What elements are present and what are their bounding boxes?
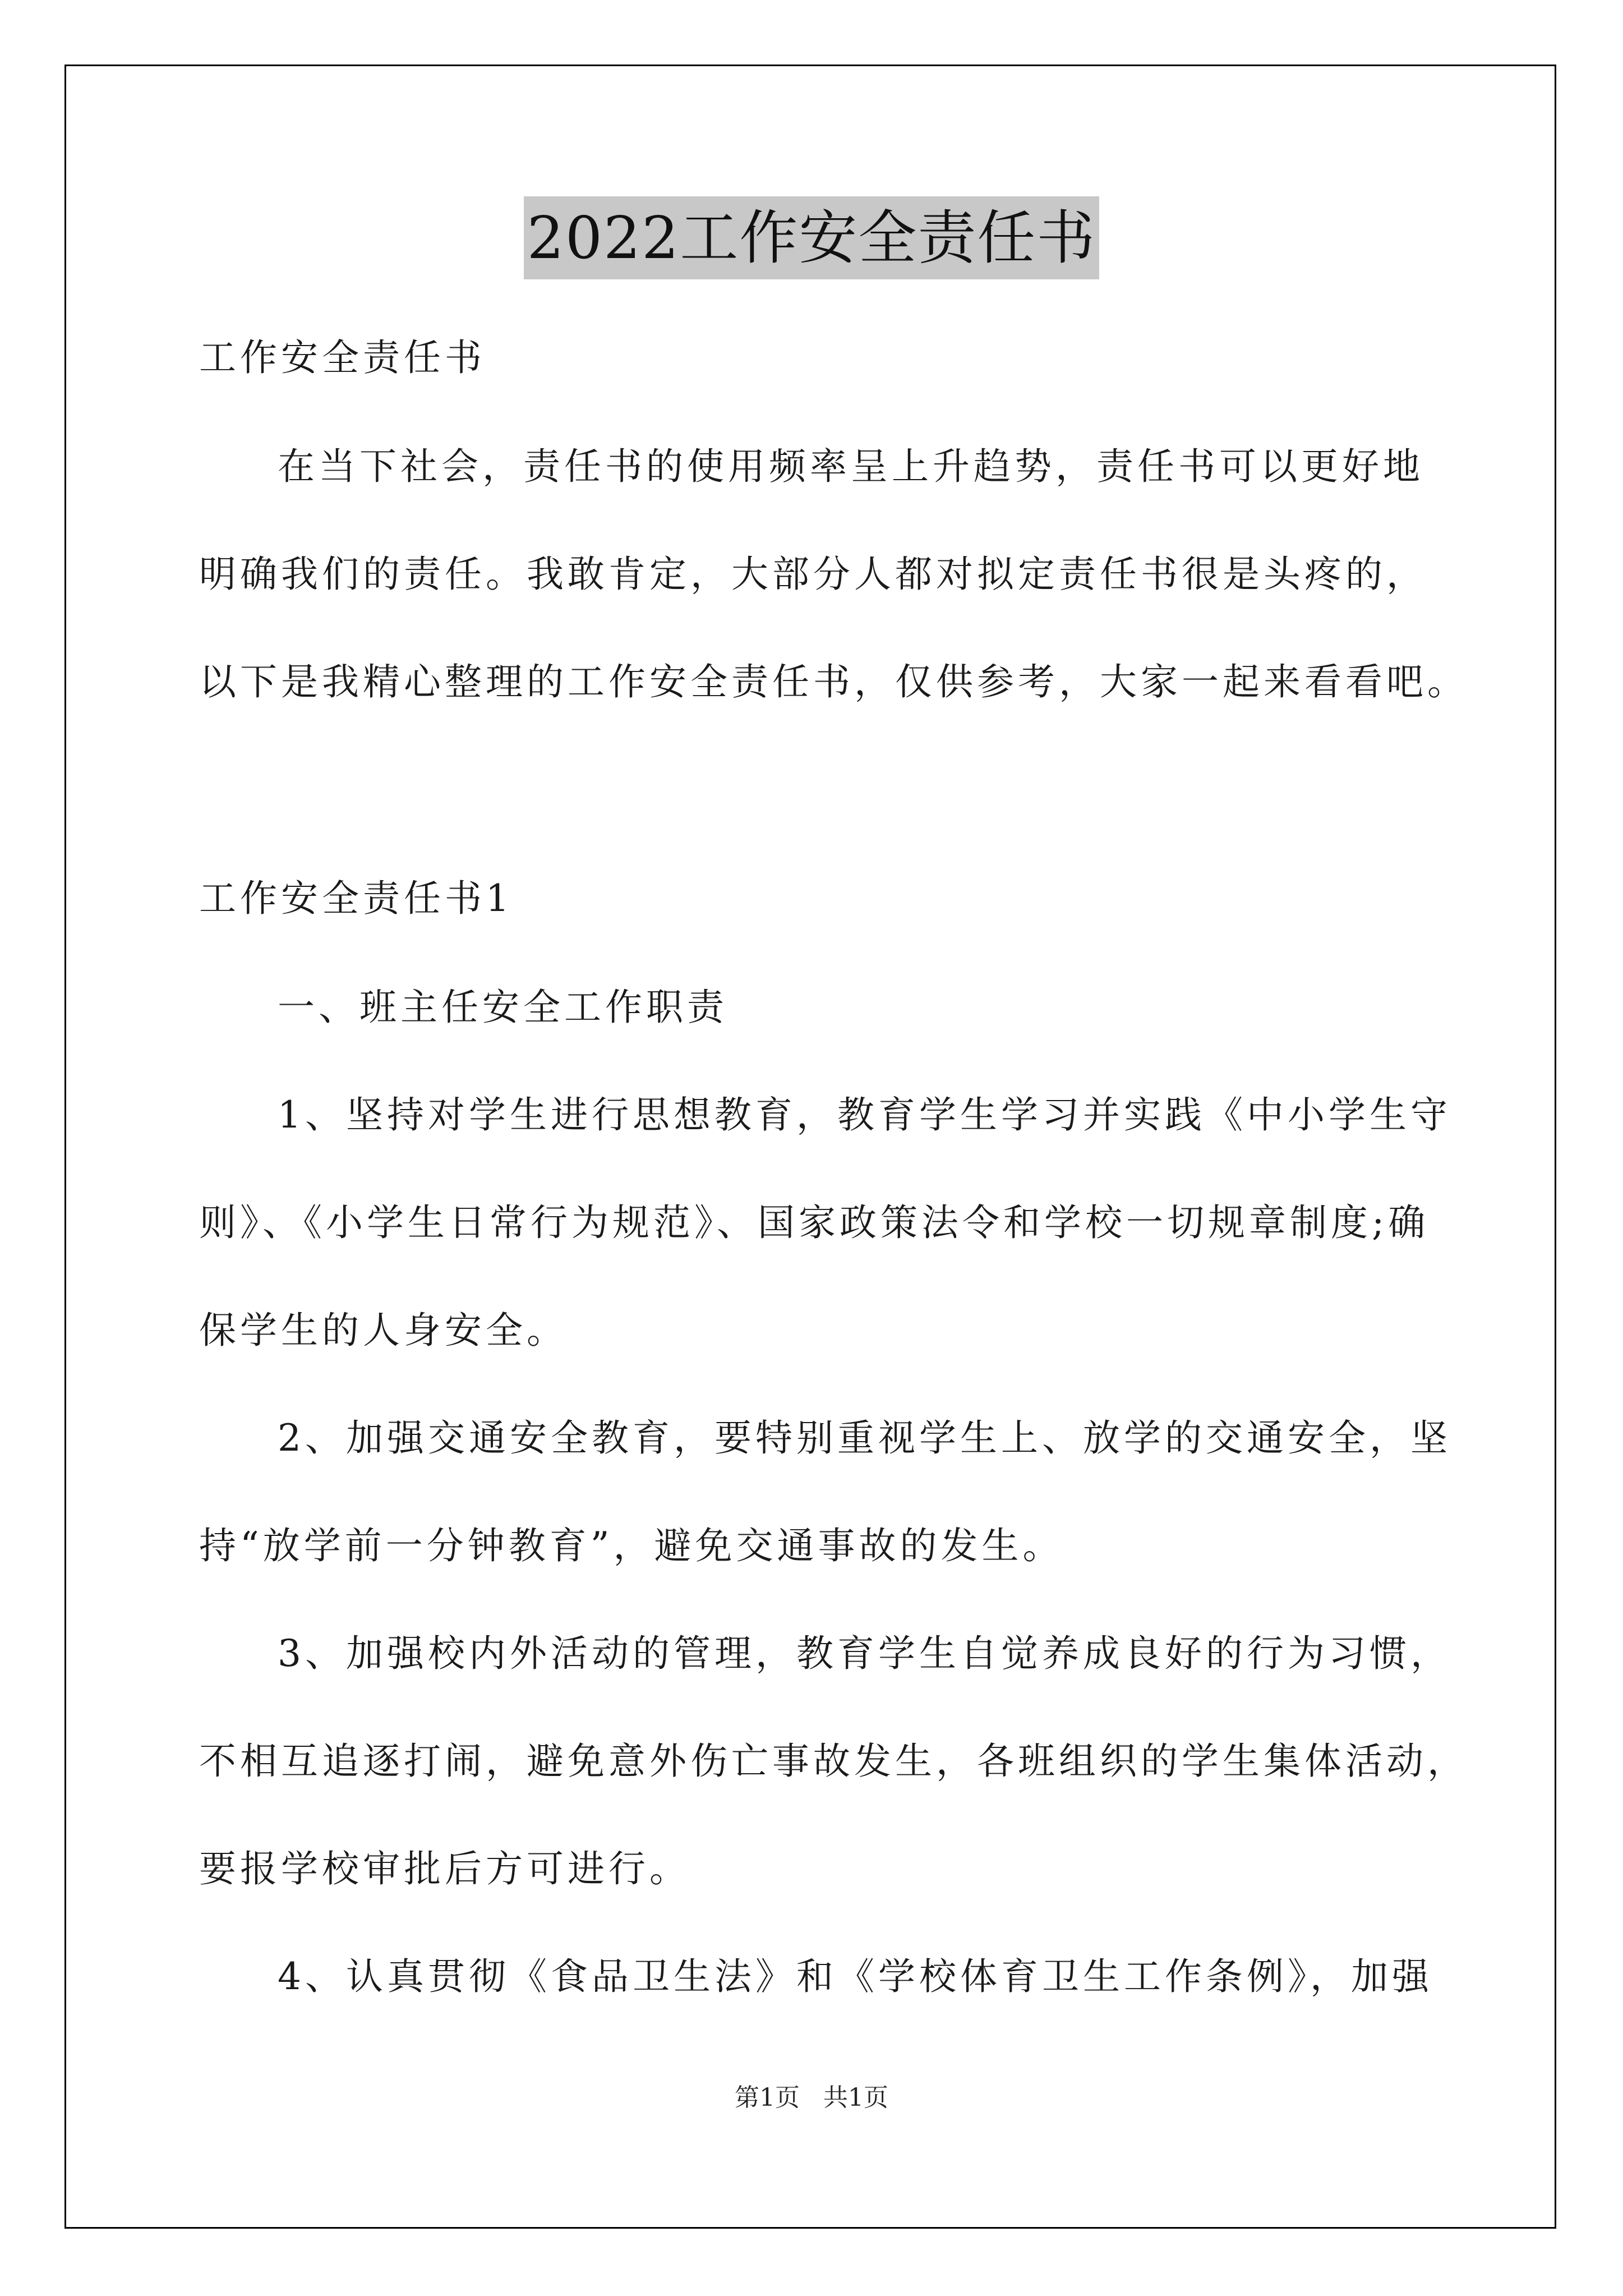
item-3-line-3: 要报学校审批后方可进行。 xyxy=(199,1847,690,1890)
intro-line-1: 在当下社会，责任书的使用频率呈上升趋势，责任书可以更好地 xyxy=(278,445,1424,488)
intro-line-3: 以下是我精心整理的工作安全责任书，仅供参考，大家一起来看看吧。 xyxy=(199,660,1468,703)
item-2-line-1: 2、加强交通安全教育，要特别重视学生上、放学的交通安全，坚 xyxy=(278,1416,1451,1460)
item-2-line-2: 持“放学前一分钟教育”，避免交通事故的发生。 xyxy=(199,1524,1064,1567)
intro-line-2: 明确我们的责任。我敢肯定，大部分人都对拟定责任书很是头疼的， xyxy=(199,553,1427,596)
item-3 xyxy=(199,1627,1468,1896)
item-1-line-3: 保学生的人身安全。 xyxy=(199,1309,568,1352)
item-1 xyxy=(199,1088,1451,1358)
page-footer: 第1页 共1页 xyxy=(735,2083,888,2112)
item-1-line-2: 则》、《小学生日常行为规范》、国家政策法令和学校一切规章制度;确 xyxy=(199,1201,1430,1244)
item-4 xyxy=(199,1950,1433,2004)
item-4-line-1: 4、认真贯彻《食品卫生法》和《学校体育卫生工作条例》，加强 xyxy=(278,1955,1433,1998)
section-title: 工作安全责任书1 xyxy=(199,877,513,920)
item-3-line-2: 不相互追逐打闹，避免意外伤亡事故发生，各班组织的学生集体活动， xyxy=(199,1740,1468,1783)
heading-duties: 一、班主任安全工作职责 xyxy=(278,986,728,1029)
document-body xyxy=(199,309,1468,2004)
intro-paragraph xyxy=(199,440,1468,709)
subtitle: 工作安全责任书 xyxy=(199,336,486,379)
document-title: 2022工作安全责任书 xyxy=(524,196,1100,279)
item-2 xyxy=(199,1411,1451,1573)
title-container xyxy=(0,196,1623,279)
item-3-line-1: 3、加强校内外活动的管理，教育学生自觉养成良好的行为习惯， xyxy=(278,1632,1451,1675)
item-1-line-1: 1、坚持对学生进行思想教育，教育学生学习并实践《中小学生守 xyxy=(278,1093,1451,1137)
